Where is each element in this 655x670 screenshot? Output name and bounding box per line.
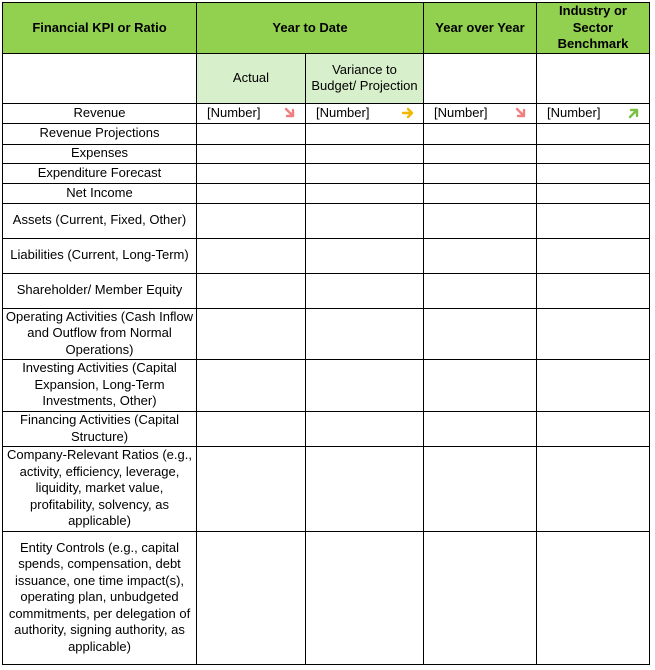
data-cell[interactable] — [424, 446, 537, 531]
row-label: Operating Activities (Cash Inflow and Outflow from Normal Operations) — [3, 308, 197, 359]
data-cell[interactable] — [424, 308, 537, 359]
header-kpi: Financial KPI or Ratio — [3, 3, 197, 54]
data-cell[interactable] — [197, 144, 306, 163]
data-cell[interactable] — [197, 163, 306, 183]
revenue-row — [3, 103, 650, 123]
subheader-variance: Variance to Budget/ Projection — [306, 53, 424, 103]
data-cell[interactable] — [306, 359, 424, 411]
header-year-over-year: Year over Year — [424, 3, 537, 54]
row-label: Entity Controls (e.g., capital spends, compensation, debt issuance, one time impact(s), operating plan, unbudgeted commitments, per delegation of authority, signing authority, as applicable) — [3, 531, 197, 664]
subheader-empty-cell — [424, 53, 537, 103]
kpi-table — [2, 2, 650, 665]
row-label: Liabilities (Current, Long-Term) — [3, 238, 197, 273]
data-cell[interactable] — [424, 411, 537, 446]
revenue-variance-value: [Number] — [316, 104, 370, 120]
data-cell[interactable] — [537, 183, 650, 203]
data-cell[interactable] — [306, 531, 424, 664]
data-cell[interactable] — [424, 531, 537, 664]
table-row — [3, 203, 650, 238]
table-row — [3, 531, 650, 664]
row-label: Net Income — [3, 183, 197, 203]
data-cell[interactable] — [424, 359, 537, 411]
arrow-up-right-icon — [627, 106, 641, 120]
data-cell[interactable] — [197, 183, 306, 203]
row-label: Shareholder/ Member Equity — [3, 273, 197, 308]
revenue-benchmark-value: [Number] — [547, 104, 601, 120]
revenue-benchmark-cell[interactable] — [537, 103, 650, 123]
data-cell[interactable] — [306, 238, 424, 273]
data-cell[interactable] — [537, 531, 650, 664]
data-cell[interactable] — [537, 163, 650, 183]
row-label: Assets (Current, Fixed, Other) — [3, 203, 197, 238]
table-row — [3, 163, 650, 183]
data-cell[interactable] — [424, 123, 537, 144]
arrow-right-icon — [401, 106, 415, 120]
header-row — [3, 3, 650, 54]
subheader-empty-cell — [3, 53, 197, 103]
data-cell[interactable] — [537, 359, 650, 411]
table-row — [3, 144, 650, 163]
data-cell[interactable] — [424, 273, 537, 308]
revenue-variance-cell[interactable] — [306, 103, 424, 123]
data-cell[interactable] — [197, 203, 306, 238]
data-cell[interactable] — [197, 308, 306, 359]
data-cell[interactable] — [197, 359, 306, 411]
table-row — [3, 359, 650, 411]
data-cell[interactable] — [306, 163, 424, 183]
data-cell[interactable] — [424, 203, 537, 238]
data-cell[interactable] — [424, 144, 537, 163]
data-cell[interactable] — [537, 203, 650, 238]
data-cell[interactable] — [306, 144, 424, 163]
header-benchmark: Industry or Sector Benchmark — [537, 3, 650, 54]
subheader-actual: Actual — [197, 53, 306, 103]
data-cell[interactable] — [306, 123, 424, 144]
data-cell[interactable] — [306, 183, 424, 203]
data-cell[interactable] — [306, 411, 424, 446]
data-cell[interactable] — [424, 238, 537, 273]
table-row — [3, 183, 650, 203]
subheader-row — [3, 53, 650, 103]
table-row — [3, 308, 650, 359]
data-cell[interactable] — [537, 308, 650, 359]
data-cell[interactable] — [537, 446, 650, 531]
data-cell[interactable] — [424, 183, 537, 203]
table-row — [3, 273, 650, 308]
data-cell[interactable] — [537, 123, 650, 144]
revenue-yoy-value: [Number] — [434, 104, 488, 120]
data-cell[interactable] — [306, 203, 424, 238]
table-row — [3, 123, 650, 144]
arrow-down-right-icon — [283, 106, 297, 120]
data-cell[interactable] — [197, 411, 306, 446]
data-cell[interactable] — [537, 238, 650, 273]
data-cell[interactable] — [197, 273, 306, 308]
row-label: Revenue Projections — [3, 123, 197, 144]
row-label-revenue: Revenue — [3, 103, 197, 123]
data-cell[interactable] — [197, 531, 306, 664]
table-row — [3, 238, 650, 273]
row-label: Expenses — [3, 144, 197, 163]
data-cell[interactable] — [537, 411, 650, 446]
data-cell[interactable] — [306, 273, 424, 308]
header-year-to-date: Year to Date — [197, 3, 424, 54]
data-cell[interactable] — [424, 163, 537, 183]
table-row — [3, 411, 650, 446]
revenue-actual-cell[interactable] — [197, 103, 306, 123]
subheader-empty-cell — [537, 53, 650, 103]
revenue-yoy-cell[interactable] — [424, 103, 537, 123]
row-label: Financing Activities (Capital Structure) — [3, 411, 197, 446]
row-label: Investing Activities (Capital Expansion, Long-Term Investments, Other) — [3, 359, 197, 411]
row-label: Company-Relevant Ratios (e.g., activity, efficiency, leverage, liquidity, market value, profitability, solvency, as applicable) — [3, 446, 197, 531]
data-cell[interactable] — [306, 446, 424, 531]
row-label: Expenditure Forecast — [3, 163, 197, 183]
data-cell[interactable] — [537, 144, 650, 163]
data-cell[interactable] — [197, 238, 306, 273]
revenue-actual-value: [Number] — [207, 104, 261, 120]
data-cell[interactable] — [306, 308, 424, 359]
arrow-down-right-icon — [514, 106, 528, 120]
data-cell[interactable] — [537, 273, 650, 308]
data-cell[interactable] — [197, 123, 306, 144]
data-cell[interactable] — [197, 446, 306, 531]
table-row — [3, 446, 650, 531]
